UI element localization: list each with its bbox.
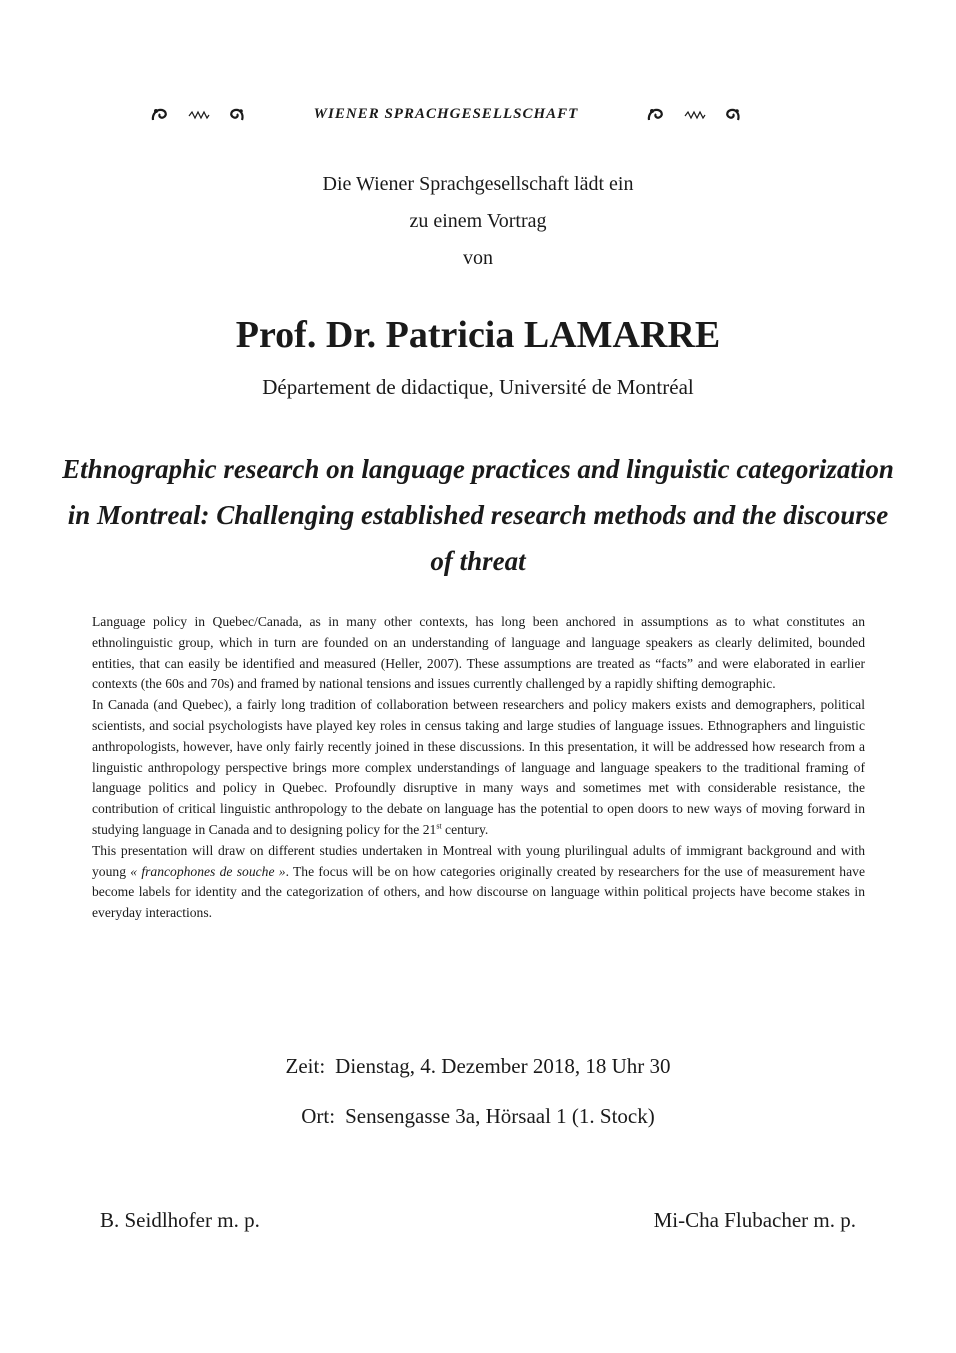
invitation-line-2: zu einem Vortrag: [409, 210, 547, 232]
invitation-line-3: von: [463, 247, 493, 269]
ordinal-suffix: st: [436, 821, 442, 831]
place-value: Sensengasse 3a, Hörsaal 1 (1. Stock): [345, 1104, 655, 1128]
signature-right: Mi-Cha Flubacher m. p.: [653, 1208, 856, 1232]
letterhead: [0, 102, 956, 128]
fleuron-icon: [228, 106, 246, 124]
fleuron-icon: [150, 106, 170, 124]
fleuron-icon: [724, 106, 742, 124]
signature-left: B. Seidlhofer m. p.: [100, 1208, 260, 1232]
invitation-line-1: Die Wiener Sprachgesellschaft lädt ein: [322, 173, 634, 195]
abstract-paragraph-2: [92, 695, 865, 841]
speaker-name: Prof. Dr. Patricia LAMARRE: [235, 314, 721, 356]
wave-icon: [188, 110, 210, 120]
abstract-p3-end: . The focus will be on how categories originally created by researchers for the use of measurement have become labels for identity and the categorization of others, and how discourse on language within political projects have become stakes in everyday interactions.: [92, 863, 865, 921]
speaker-affiliation: Département de didactique, Université de Montréal: [262, 375, 694, 399]
event-place: [0, 1104, 956, 1129]
abstract-paragraph-1: Language policy in Quebec/Canada, as in many other contexts, has long been anchored in assumptions as to what constitutes an ethnolinguistic group, which in turn are founded on an understanding of language and language speakers as clearly delimited, bounded entities, that can easily be identified and measured (Heller, 2007). These assumptions are treated as “facts” and were elaborated in earlier contexts (the 60s and 70s) and framed by national tensions and issues currently challenged by a rapidly shifting demographic.: [92, 614, 865, 692]
fleuron-icon: [646, 106, 666, 124]
talk-title: Ethnographic research on language practices and linguistic categorization in Montreal: Challenging established research methods and the discourse of threat: [62, 454, 894, 576]
invitation-text: [0, 166, 956, 277]
society-name: WIENER SPRACHGESELLSCHAFT: [313, 106, 579, 122]
event-time: [0, 1054, 956, 1079]
abstract-p3-text: This presentation will draw on different studies undertaken in Montreal with young plurilingual adults of immigrant background and with young: [92, 842, 865, 879]
abstract-paragraph-3: [92, 841, 865, 924]
ornament-left: [150, 102, 246, 128]
ornament-right: [646, 102, 742, 128]
abstract: [92, 612, 865, 924]
wave-icon: [684, 110, 706, 120]
abstract-p3-italic: « francophones de souche »: [130, 863, 286, 879]
abstract-p2-text: In Canada (and Quebec), a fairly long tradition of collaboration between researchers and policy makers exists and demographers, political scientists, and social psychologists have played key roles in census taking and large studies of language issues. Ethnographers and linguistic anthropologists, however, have only fairly recently joined in these discussions. In this presentation, it will be addressed how research from a linguistic anthropology perspective brings more complex understandings of language and language speakers to the traditional framing of language politics and policy in Quebec. Profoundly disruptive in many ways and sometimes met with considerable resistance, the contribution of critical linguistic anthropology to the debate on language has the potential to open doors to new ways of moving forward in studying language in Canada and to designing policy for the 21: [92, 697, 865, 837]
time-label: Zeit:: [285, 1054, 326, 1078]
place-label: Ort:: [301, 1104, 336, 1128]
time-value: Dienstag, 4. Dezember 2018, 18 Uhr 30: [335, 1054, 671, 1078]
abstract-p2-end: century.: [441, 821, 489, 837]
